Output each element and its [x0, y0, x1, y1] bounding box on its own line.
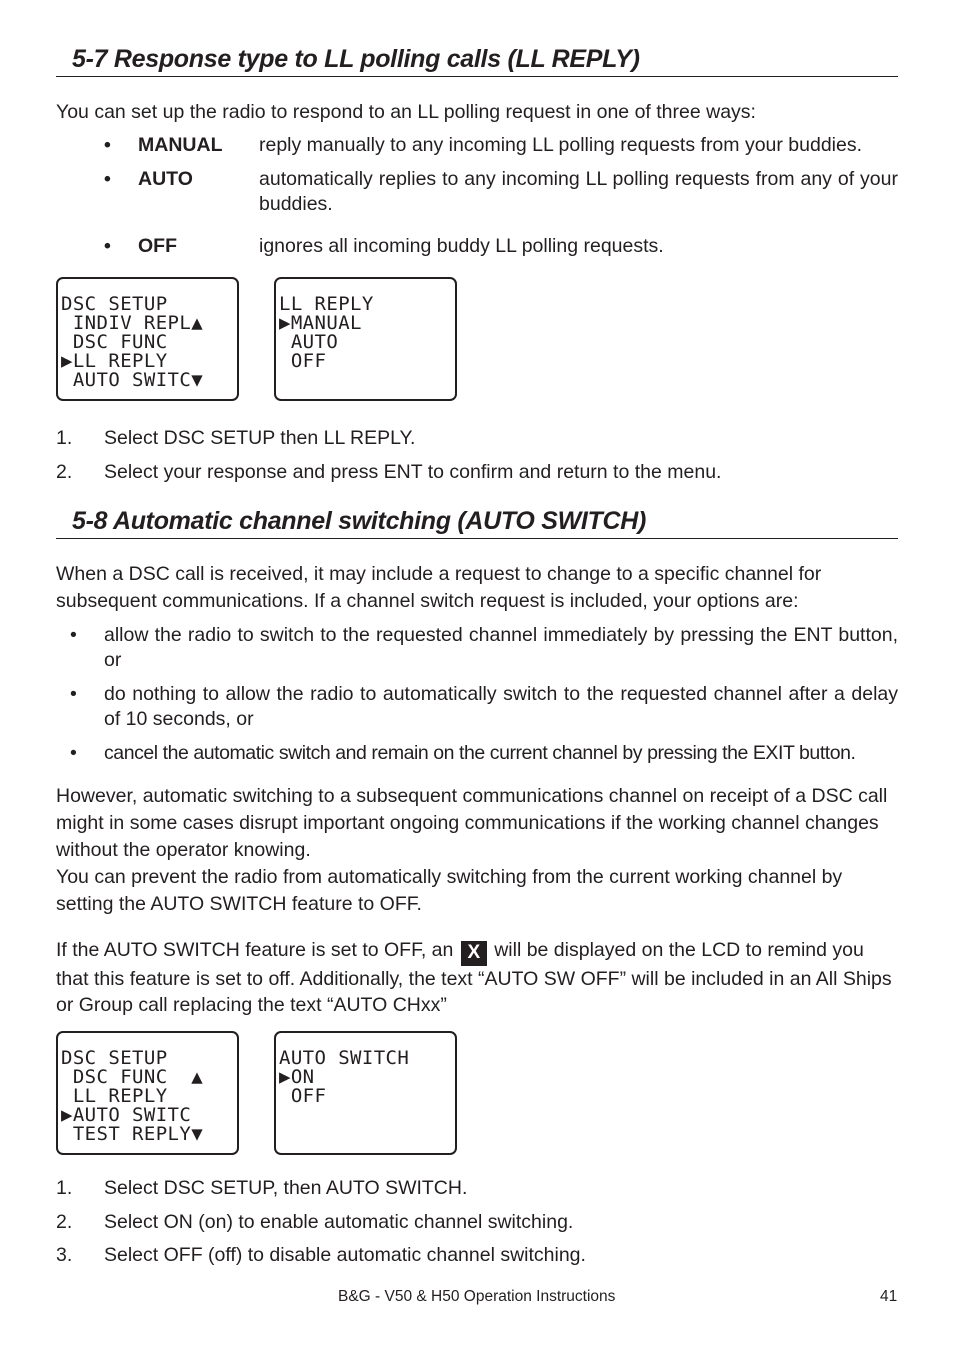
list-item: [56, 623, 898, 673]
list-item: [56, 741, 898, 766]
bullet: •: [104, 168, 111, 190]
auto-switch-off-indicator-icon: X: [461, 941, 487, 966]
option-key: OFF: [138, 235, 177, 257]
lcd-screen-auto-switch: [274, 1031, 457, 1155]
lcd-line: ▶ON: [279, 1066, 315, 1088]
step-number: 1.: [56, 1177, 73, 1199]
option-key: AUTO: [138, 168, 193, 190]
auto-switch-paragraph-indicator: [56, 937, 898, 1018]
auto-switch-steps: [56, 1176, 898, 1277]
bullet: •: [104, 134, 111, 156]
step-item: [56, 1176, 898, 1210]
lcd-line: LL REPLY: [279, 293, 374, 315]
step-number: 3.: [56, 1244, 73, 1266]
step-text: Select OFF (off) to disable automatic channel switching.: [104, 1244, 586, 1266]
lcd-screen-ll-reply: [274, 277, 457, 401]
step-text: Select ON (on) to enable automatic channel switching.: [104, 1210, 574, 1233]
ll-reply-steps: [56, 426, 898, 493]
lcd-screen-dsc-setup: [56, 277, 239, 401]
bullet: •: [104, 235, 111, 257]
option-description: automatically replies to any incoming LL polling requests from any of your buddies.: [259, 168, 898, 215]
step-item: [56, 1210, 898, 1244]
paragraph-text: will be displayed on the LCD to remind you that this feature is set to off. Additionally, the text “AUTO SW OFF” will be included in an All Ships or Group call replacing the text “AUTO CHxx”: [56, 939, 892, 1016]
lcd-line: ▶LL REPLY: [61, 350, 168, 372]
lcd-line: LL REPLY: [61, 1085, 168, 1107]
ll-reply-intro: You can set up the radio to respond to an LL polling request in one of three ways:: [56, 101, 756, 123]
step-number: 1.: [56, 427, 73, 449]
lcd-line: DSC SETUP: [61, 1047, 168, 1069]
lcd-line: AUTO: [279, 331, 339, 353]
step-item: [56, 426, 898, 460]
bullet: •: [70, 742, 77, 764]
lcd-line: AUTO SWITCH: [279, 1047, 410, 1069]
step-number: 2.: [56, 460, 73, 483]
option-description: reply manually to any incoming LL polling requests from your buddies.: [259, 134, 863, 156]
bullet: •: [70, 683, 77, 705]
section-heading-auto-switch: 5-8 Automatic channel switching (AUTO SWITCH): [56, 506, 898, 539]
lcd-line: OFF: [279, 1085, 327, 1107]
list-item: [56, 682, 898, 732]
lcd-line: ▶MANUAL: [279, 312, 362, 334]
list-item-text: do nothing to allow the radio to automatically switch to the requested channel after a delay of 10 seconds, or: [104, 683, 898, 730]
option-auto: [104, 167, 898, 217]
list-item-text: cancel the automatic switch and remain on the current channel by pressing the EXIT button.: [104, 742, 856, 764]
page-number: 41: [880, 1288, 898, 1305]
lcd-screen-dsc-setup-2: [56, 1031, 239, 1155]
auto-switch-paragraph-disrupt: However, automatic switching to a subsequent communications channel on receipt of a DSC call might in some cases disrupt important ongoing communications if the working channel changes without the operator knowing.: [56, 785, 888, 861]
lcd-line: INDIV REPL▲: [61, 312, 204, 334]
lcd-line: OFF: [279, 350, 327, 372]
option-key: MANUAL: [138, 134, 223, 156]
step-text: Select DSC SETUP then LL REPLY.: [104, 427, 416, 449]
step-item: [56, 460, 898, 494]
option-manual: [104, 133, 898, 158]
lcd-line: ▶AUTO SWITC: [61, 1104, 192, 1126]
step-item: [56, 1243, 898, 1277]
option-description: ignores all incoming buddy LL polling requests.: [259, 235, 664, 257]
step-text: Select your response and press ENT to confirm and return to the menu.: [104, 460, 722, 483]
lcd-line: DSC FUNC: [61, 331, 168, 353]
bullet: •: [70, 624, 77, 646]
paragraph-text: If the AUTO SWITCH feature is set to OFF, an: [56, 939, 454, 961]
step-text: Select DSC SETUP, then AUTO SWITCH.: [104, 1177, 468, 1199]
section-heading-ll-reply: 5-7 Response type to LL polling calls (LL REPLY): [56, 44, 898, 77]
footer-title: B&G - V50 & H50 Operation Instructions: [338, 1288, 616, 1305]
step-number: 2.: [56, 1210, 73, 1233]
list-item-text: allow the radio to switch to the requested channel immediately by pressing the ENT button, or: [104, 624, 898, 671]
auto-switch-paragraph-prevent: You can prevent the radio from automatically switching from the current working channel by setting the AUTO SWITCH feature to OFF.: [56, 866, 843, 915]
lcd-line: DSC SETUP: [61, 293, 168, 315]
lcd-line: TEST REPLY▼: [61, 1123, 204, 1145]
lcd-line: DSC FUNC ▲: [61, 1066, 204, 1088]
auto-switch-intro: When a DSC call is received, it may include a request to change to a specific channel for subsequent communications. If a channel switch request is included, your options are:: [56, 563, 822, 612]
lcd-line: AUTO SWITC▼: [61, 369, 204, 391]
option-off: [104, 234, 898, 259]
